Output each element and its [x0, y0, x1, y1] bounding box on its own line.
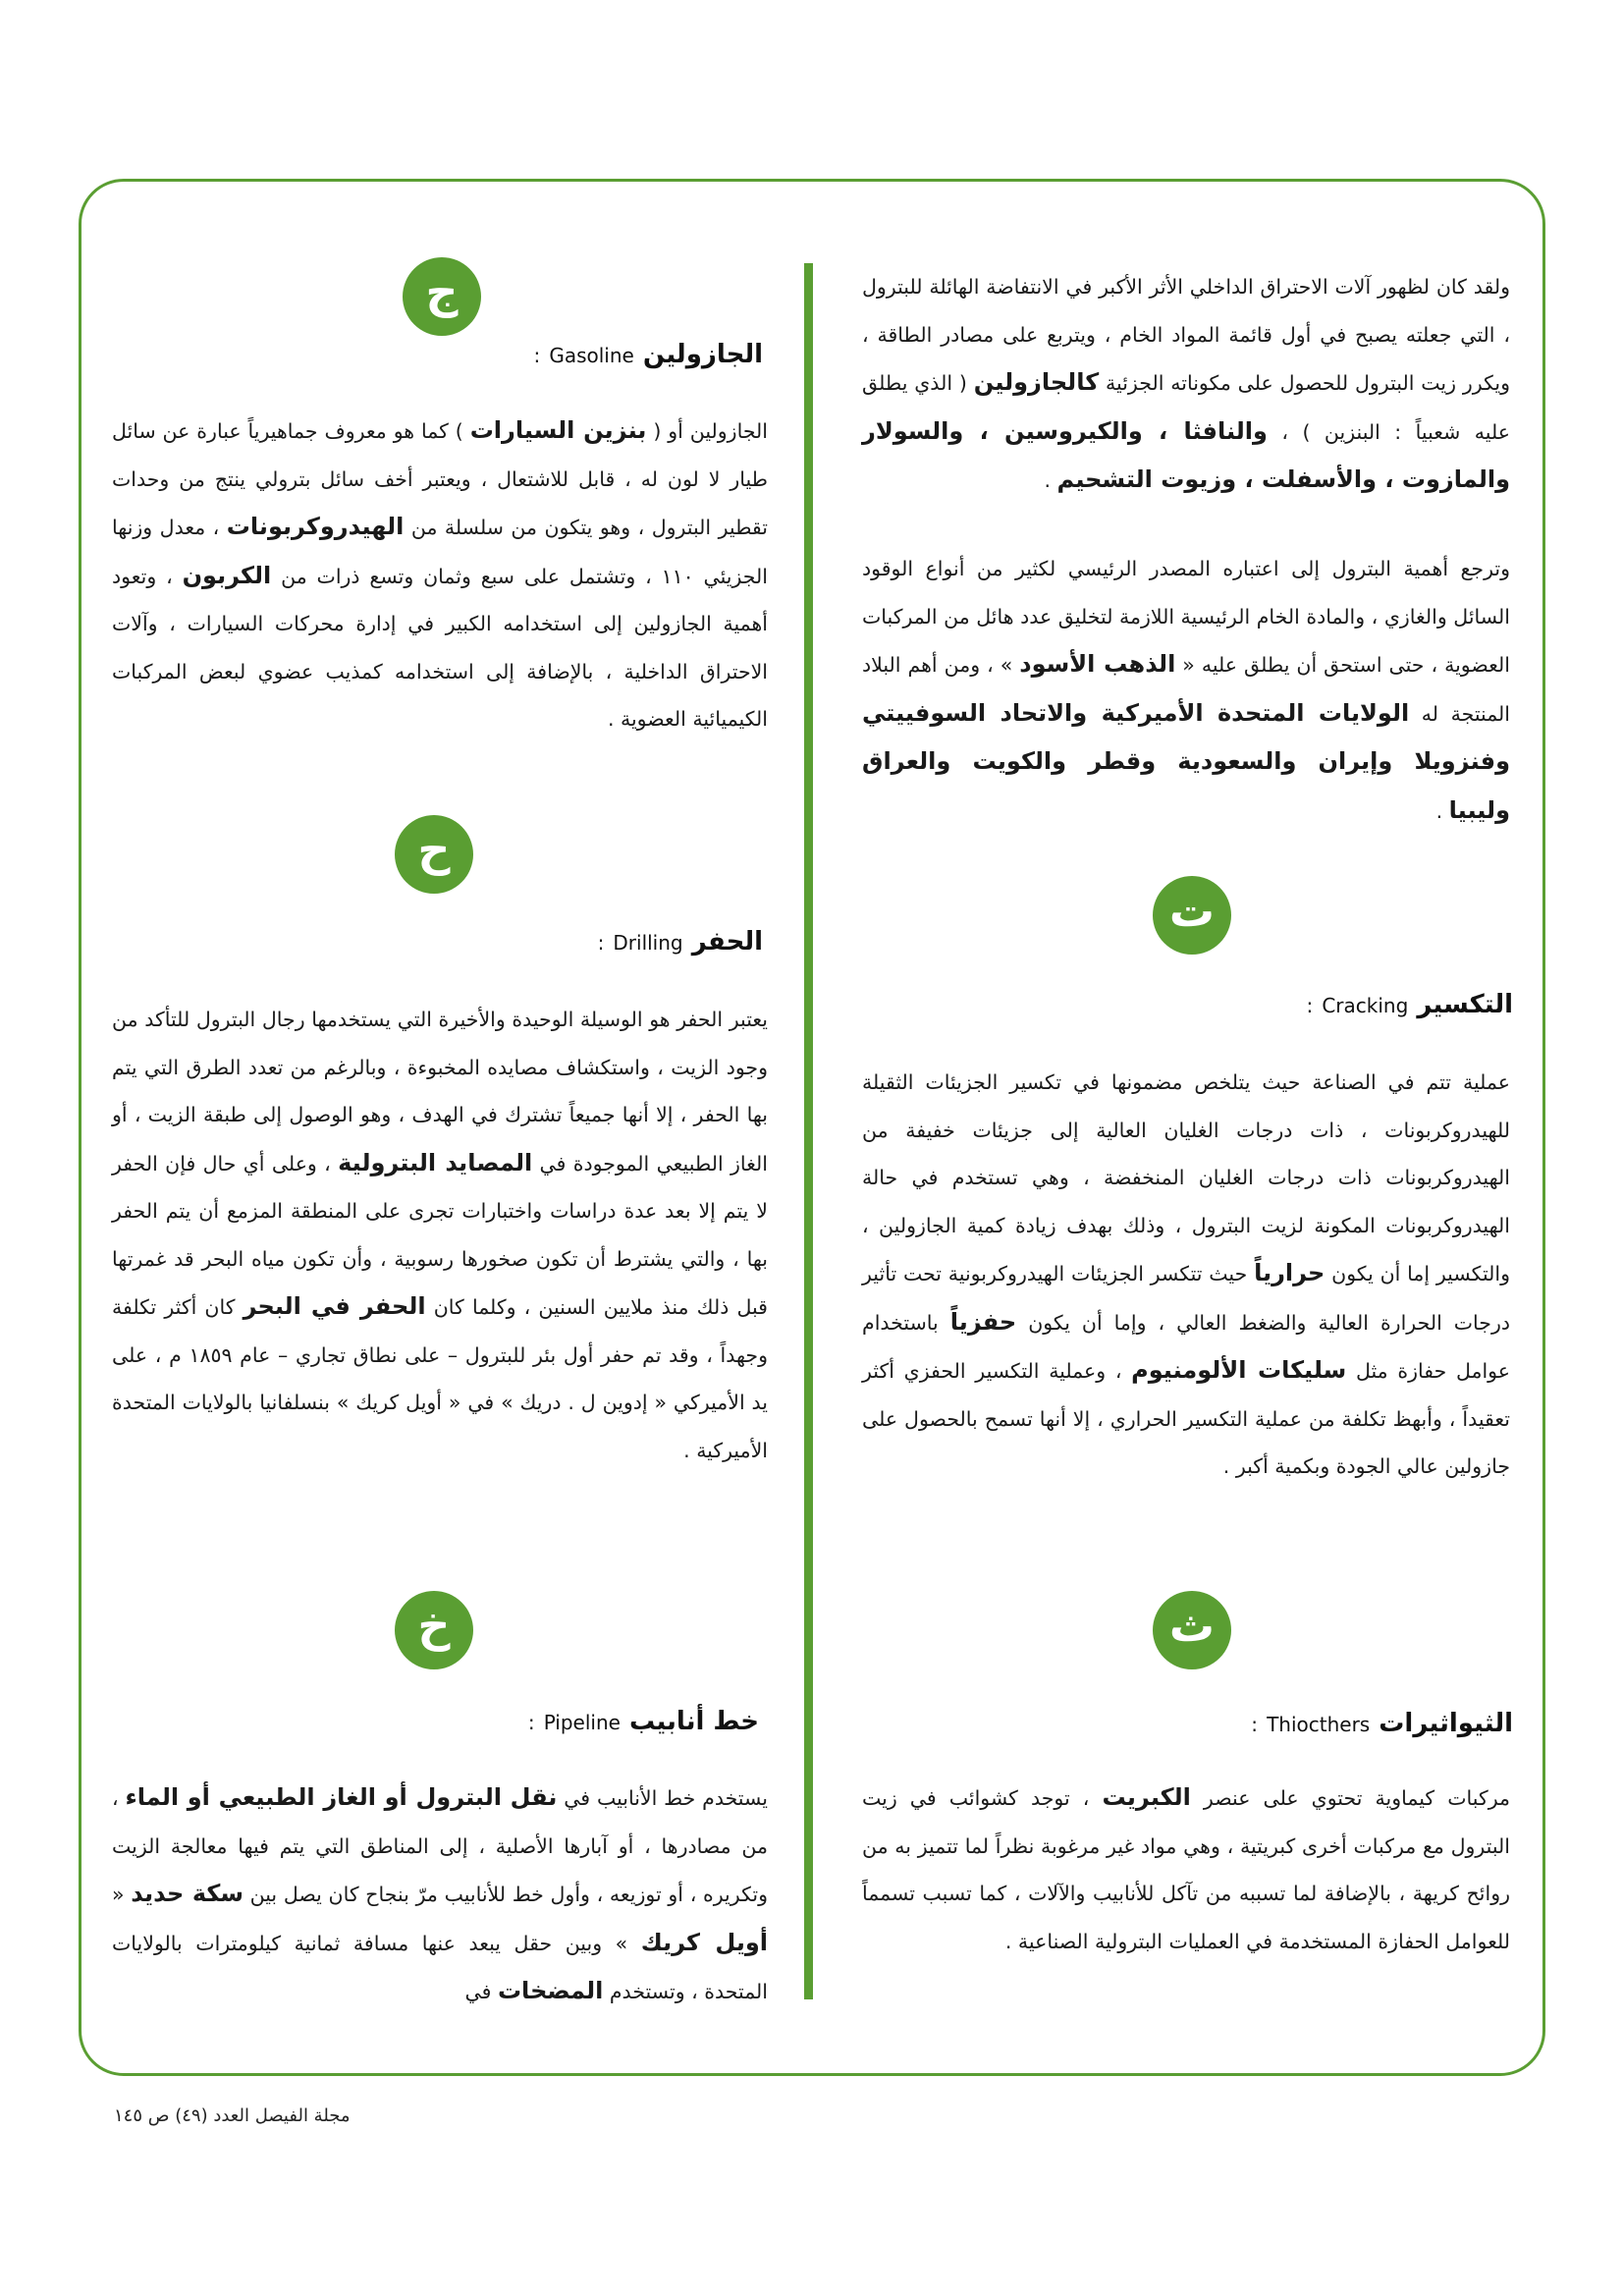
section-body-pipeline: [112, 1774, 768, 2016]
text-run: ) كما هو معروف جماهيرياً عبارة عن سائل طيار لا لون له ، قابل للاشتعال ، ويعتبر أخف سائل بترولي ينتج من وحدات تقطير البترول ، وهو يتكون من سلسلة من: [112, 419, 768, 539]
bold-term: الحفر في البحر: [243, 1292, 426, 1320]
letter-tha-icon: ث: [1153, 1591, 1231, 1669]
bold-term: الكربون: [182, 561, 272, 589]
heading-en: Cracking: [1322, 994, 1409, 1017]
heading-en: Pipeline: [543, 1711, 621, 1734]
section-heading-cracking: [1307, 990, 1513, 1019]
column-divider: [804, 263, 813, 1999]
paragraph-text: [112, 996, 768, 1474]
section-badge-cracking: [1153, 876, 1231, 955]
heading-colon: :: [597, 931, 605, 955]
letter-khaa-icon: خ: [395, 1591, 473, 1669]
text-run: الجازولين أو (: [646, 419, 768, 443]
letter-haa-icon: ح: [395, 815, 473, 894]
text-run: «: [112, 1883, 132, 1906]
bold-term: والنافثا ، والكيروسين ، والسولار والمازوت ، والأسفلت ، وزيوت التشحيم: [862, 416, 1510, 493]
bold-term: المضخات: [497, 1977, 604, 2004]
text-run: ، من مصادرها ، أو آبارها الأصلية ، إلى المناطق التي يتم فيها معالجة الزيت وتكريره ، أو توزيعه ، وأول خط للأنابيب مرّ بنجاح كان يصل بين: [112, 1786, 769, 1906]
heading-ar: الحفر: [691, 927, 763, 957]
section-heading-gasoline: [534, 340, 763, 369]
text-run: حيث تتكسر الجزيئات الهيدروكربونية تحت تأثير درجات الحرارة العالية والضغط العالي ، وإما أن يكون: [862, 1262, 1511, 1335]
section-heading-drilling: [598, 927, 763, 957]
section-badge-pipeline: [395, 1591, 473, 1669]
heading-en: Drilling: [613, 931, 683, 955]
paragraph-text: [862, 1774, 1510, 1965]
paragraph-text: [862, 545, 1510, 835]
bold-term: حفزياً: [949, 1307, 1017, 1336]
bold-term: كالجازولين: [973, 368, 1100, 396]
heading-ar: الجازولين: [642, 340, 763, 369]
paragraph-text: [112, 1774, 768, 2016]
section-badge-drilling: [395, 815, 473, 894]
text-run: ولقد كان لظهور آلات الاحتراق الداخلي الأثر الأكبر في الانتفاضة الهائلة للبترول ، التي جعلته يصبح في أول قائمة المواد الخام ، ويتربع على مصادر الطاقة ، ويكرر زيت البترول للحصول على مكوناته الجزئية: [862, 275, 1511, 395]
text-run: باستخدام عوامل حفازة مثل: [862, 1310, 1511, 1383]
paragraph-text: [112, 407, 768, 743]
heading-colon: :: [1306, 994, 1314, 1017]
text-run: » وبين حقل يبعد عنها مسافة ثمانية كيلومترات بالولايات المتحدة ، وتستخدم: [112, 1931, 768, 2003]
heading-ar: خط أنابيب: [629, 1707, 759, 1736]
bold-term: نقل البترول أو الغاز الطبيعي أو الماء: [125, 1783, 558, 1811]
text-run: عملية تتم في الصناعة حيث يتلخص مضمونها في تكسير الجزيئات الثقيلة للهيدروكربونات ، ذات درجات الغليان العالية إلى جزيئات خفيفة من الهيدروكربونات ذات درجات الغليان المنخفضة ، وهي تستخدم في حالة الهيدروكربونات المكونة لزيت البترول ، وذلك بهدف زيادة كمية الجازولين ، والتكسير إما أن يكون: [862, 1070, 1510, 1285]
section-heading-pipeline: [528, 1707, 759, 1736]
text-run: ، توجد كشوائب في زيت البترول مع مركبات أخرى كبريتية ، وهي مواد غير مرغوبة نظراً لما تتميز به من روائح كريهة ، بالإضافة لما تسببه من تآكل للأنابيب والآلات ، كما تسبب تسمماً للعوامل الحفازة المستخدمة في العمليات البترولية الصناعية .: [862, 1786, 1510, 1953]
intro-paragraph-2: [862, 545, 1510, 835]
text-run: يعتبر الحفر هو الوسيلة الوحيدة والأخيرة التي يستخدمها رجال البترول للتأكد من وجود الزيت ، واستكشاف مصايده المخبوءة ، وبالرغم من تعدد الطرق التي يتم بها الحفر ، إلا أنها جميعاً تشترك في الهدف ، وهو الوصول إلى طبقة الزيت ، أو الغاز الطبيعي الموجودة في: [112, 1008, 768, 1175]
text-run: .: [1435, 798, 1449, 823]
heading-ar: الثيواثيرات: [1379, 1709, 1513, 1738]
text-run: ، وتعود أهمية الجازولين إلى استخدامه الكبير في إدارة محركات السيارات ، وآلات الاحتراق الداخلية ، بالإضافة إلى استخدامه كمذيب عضوي لبعض المركبات الكيميائية العضوية .: [112, 564, 768, 731]
text-run: ( الذي يطلق عليه شعبياً : البنزين ) ،: [862, 371, 1510, 444]
bold-term: الولايات المتحدة الأميركية والاتحاد السوفييتي وفنزويلا وإيران والسعودية وقطر والكويت والعراق وليبيا: [862, 698, 1510, 824]
section-badge-gasoline: [403, 257, 481, 336]
text-run: يستخدم خط الأنابيب في: [557, 1786, 768, 1810]
section-body-gasoline: [112, 407, 768, 743]
bold-term: المصايد البترولية: [338, 1148, 533, 1176]
text-run: مركبات كيماوية تحتوي على عنصر: [1190, 1786, 1510, 1810]
heading-ar: التكسير: [1417, 990, 1513, 1019]
text-run: ، معدل وزنها الجزيئي ١١٠ ، وتشتمل على سبع وثمان وتسع ذرات من: [112, 516, 768, 588]
letter-ta-icon: ت: [1153, 876, 1231, 955]
intro-paragraph-1: [862, 263, 1510, 505]
bold-term: سليكات الألومنيوم: [1131, 1356, 1347, 1384]
text-run: » ، ومن أهم البلاد المنتجة له: [862, 653, 1510, 726]
text-run: وترجع أهمية البترول إلى اعتباره المصدر الرئيسي لكثير من أنواع الوقود السائل والغازي ، والمادة الخام الرئيسية اللازمة لتخليق عدد هائل من المركبات العضوية ، حتى استحق أن يطلق عليه «: [862, 557, 1510, 677]
paragraph-text: [862, 1059, 1510, 1491]
section-body-thioethers: [862, 1774, 1510, 1965]
text-run: في: [464, 1980, 498, 2003]
section-body-drilling: [112, 996, 768, 1474]
heading-colon: :: [1251, 1713, 1259, 1736]
section-body-cracking: [862, 1059, 1510, 1491]
heading-en: Thiocthers: [1267, 1713, 1371, 1736]
bold-term: الكبريت: [1102, 1783, 1191, 1811]
bold-term: سكة حديد: [131, 1880, 243, 1907]
text-run: ، وعلى أي حال فإن الحفر لا يتم إلا بعد عدة دراسات واختبارات تجرى على المنطقة المزمع أن يتم الحفر بها ، والتي يشترط أن تكون صخورها رسوبية ، وأن تكون مياه البحر قد غمرتها قبل ذلك منذ ملايين السنين ، وكلما كان: [112, 1151, 768, 1319]
letter-jeem-icon: ج: [403, 257, 481, 336]
heading-colon: :: [533, 344, 541, 367]
bold-term: الهيدروكربونات: [226, 513, 405, 540]
bold-term: بنزين السيارات: [469, 416, 647, 444]
section-heading-thioethers: [1251, 1709, 1513, 1738]
text-run: .: [1044, 468, 1057, 492]
text-run: ، وعملية التكسير الحفزي أكثر تعقيداً ، وأبهظ تكلفة من عملية التكسير الحراري ، إلا أنها تسمح بالحصول على جازولين عالي الجودة وبكمية أكبر .: [862, 1359, 1510, 1478]
bold-term: حرارياً: [1254, 1259, 1325, 1286]
page-footer: مجلة الفيصل العدد (٤٩) ص ١٤٥: [114, 2105, 351, 2126]
heading-en: Gasoline: [549, 344, 634, 367]
text-run: كان أكثر تكلفة وجهداً ، وقد تم حفر أول بئر للبترول – على نطاق تجاري – عام ١٨٥٩ م ، على يد الأميركي « إدوين ل . دريك » في « أويل كريك » بنسلفانيا بالولايات المتحدة الأميركية .: [112, 1295, 768, 1462]
section-badge-thioethers: [1153, 1591, 1231, 1669]
paragraph-text: [862, 263, 1510, 505]
bold-term: أويل كريك: [640, 1928, 768, 1956]
bold-term: الذهب الأسود: [1019, 650, 1176, 678]
heading-colon: :: [527, 1711, 535, 1734]
